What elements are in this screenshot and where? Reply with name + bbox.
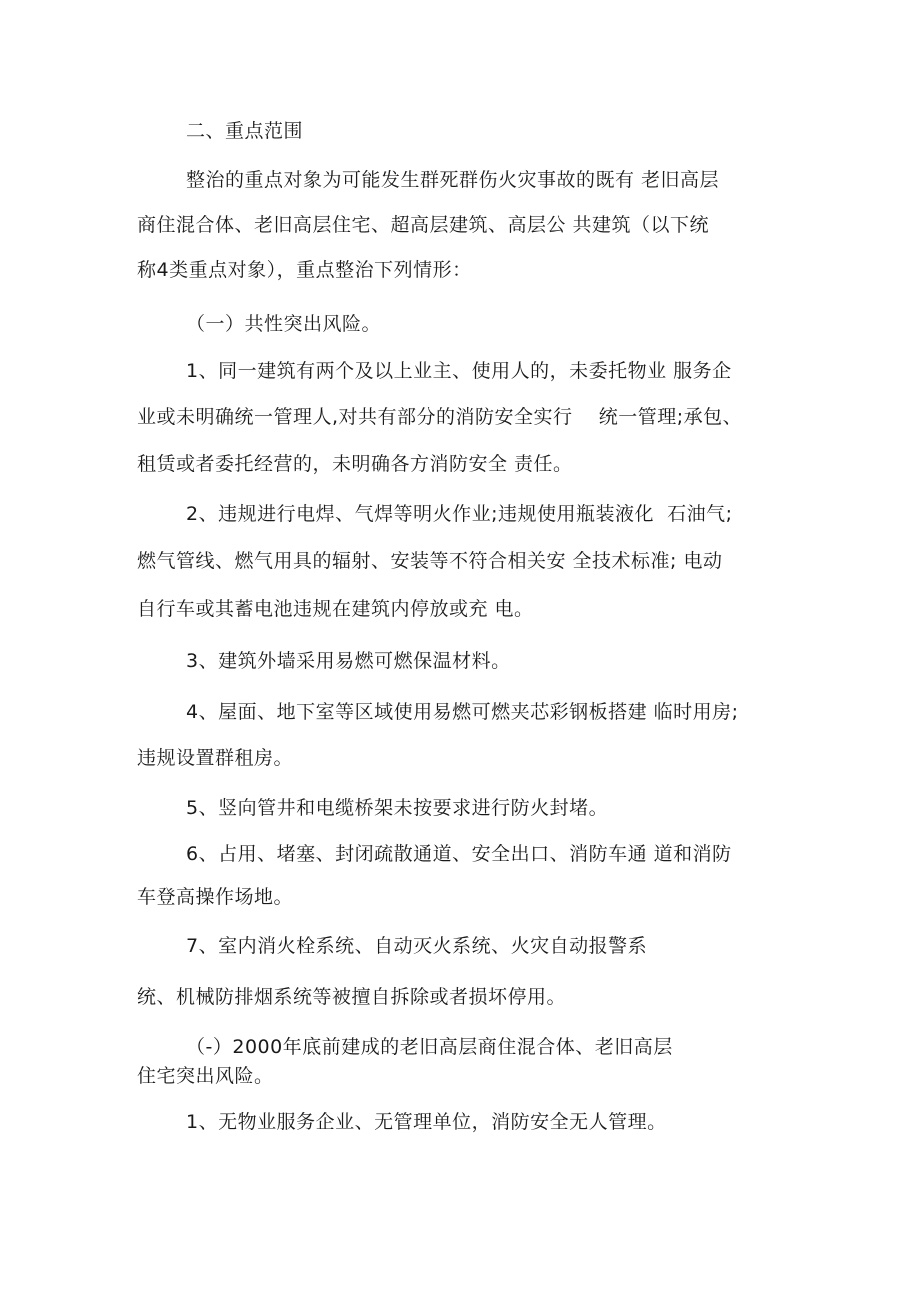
subsection-heading: 住宅突出风险。 — [137, 1065, 274, 1087]
list-item-line: 1、同一建筑有两个及以上业主、使用人的，未委托物业 服务企 — [186, 360, 732, 382]
list-item-line: 3、建筑外墙采用易燃可燃保温材料。 — [186, 650, 511, 672]
list-item-line: 自行车或其蓄电池违规在建筑内停放或充 电。 — [137, 598, 534, 620]
paragraph-line: 商住混合体、老旧高层住宅、超高层建筑、高层公 共建筑（以下统 — [137, 214, 710, 236]
paragraph-line: 称4类重点对象），重点整治下列情形： — [137, 259, 472, 281]
subsection-heading: （一）共性突出风险。 — [186, 313, 382, 335]
list-item-line: 5、竖向管井和电缆桥架未按要求进行防火封堵。 — [186, 797, 609, 819]
list-item-line: 4、屋面、地下室等区域使用易燃可燃夹芯彩钢板搭建 临时用房; — [186, 701, 739, 723]
section-heading: 二、重点范围 — [186, 120, 304, 142]
list-item-line: 燃气管线、燃气用具的辐射、安装等不符合相关安 全技术标准; 电动 — [137, 550, 723, 572]
list-item-line: 车登高操作场地。 — [137, 886, 294, 908]
list-item-line: 1、无物业服务企业、无管理单位，消防安全无人管理。 — [186, 1111, 667, 1133]
list-item-line: 业或未明确统一管理人,对共有部分的消防安全实行 统一管理;承包、 — [137, 406, 743, 428]
list-item-line: 6、占用、堵塞、封闭疏散通道、安全出口、消防车通 道和消防 — [186, 843, 732, 865]
list-item-line: 7、室内消火栓系统、自动灭火系统、火灾自动报警系 — [186, 935, 648, 957]
subsection-heading: （-）2000年底前建成的老旧高层商住混合体、老旧高层 — [186, 1036, 673, 1058]
list-item-line: 违规设置群租房。 — [137, 747, 294, 769]
list-item-line: 2、违规进行电焊、气焊等明火作业;违规使用瓶装液化 石油气; — [186, 503, 733, 525]
list-item-line: 租赁或者委托经营的，未明确各方消防安全 责任。 — [137, 453, 573, 475]
list-item-line: 统、机械防排烟系统等被擅自拆除或者损坏停用。 — [137, 986, 567, 1008]
paragraph-line: 整治的重点对象为可能发生群死群伤火灾事故的既有 老旧高层 — [186, 169, 720, 191]
